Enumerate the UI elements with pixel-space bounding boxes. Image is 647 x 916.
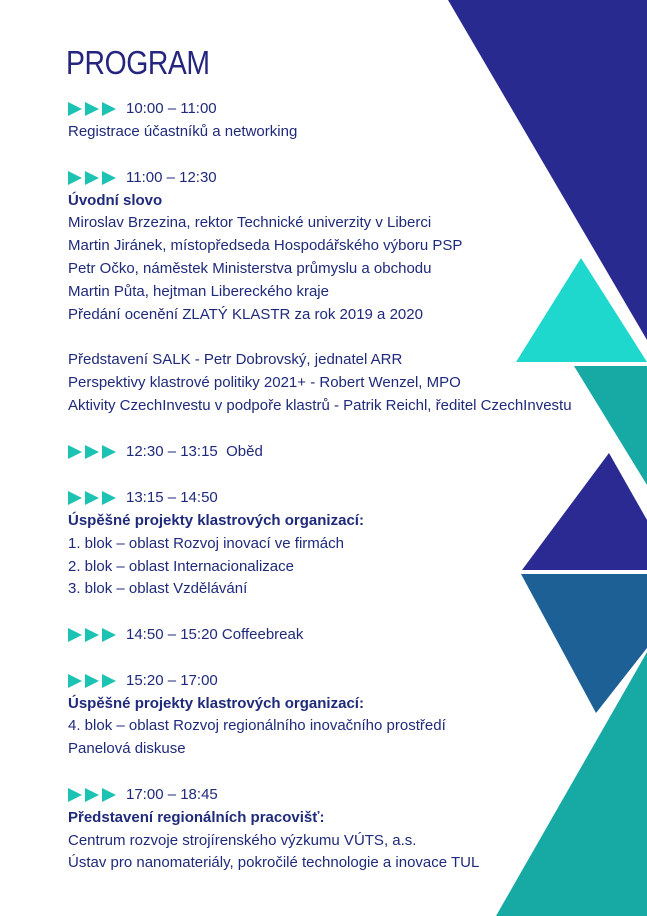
session-2-time-row [68,169,217,187]
session-2-line-8: Aktivity CzechInvestu v podpoře klastrů - Patrik Reichl, ředitel CzechInvestu [68,397,572,414]
triple-arrow-icon [68,171,116,185]
navy-triangle-lower [522,453,647,570]
session-2-line-1: Miroslav Brzezina, rektor Technické univerzity v Liberci [68,214,432,231]
session-4-time-row [68,489,218,507]
triple-arrow-icon [68,445,116,459]
session-2-line-4: Martin Půta, hejtman Libereckého kraje [68,283,329,300]
session-1-time: 10:00 – 11:00 [126,100,217,117]
session-7-line-2: Ústav pro nanomateriály, pokročilé technologie a inovace TUL [68,854,480,871]
session-2-line-5: Předání ocenění ZLATÝ KLASTR za rok 2019 a 2020 [68,306,423,323]
page-title: PROGRAM [66,44,210,81]
session-5-time-row [68,626,303,644]
session-7-time: 17:00 – 18:45 [126,786,218,803]
session-2-heading: Úvodní slovo [68,192,163,209]
session-3-time-row [68,443,263,461]
session-4-line-1: 1. blok – oblast Rozvoj inovací ve firmách [68,535,344,552]
triple-arrow-icon [68,628,116,642]
session-7-heading: Představení regionálních pracovišť: [68,809,325,826]
session-6-line-2: Panelová diskuse [68,740,186,757]
session-6-heading: Úspěšné projekty klastrových organizací: [68,695,364,712]
session-4-heading: Úspěšné projekty klastrových organizací: [68,512,364,529]
session-1-line-1: Registrace účastníků a networking [68,123,298,140]
session-7-time-row [68,786,218,804]
session-2-line-2: Martin Jiránek, místopředseda Hospodářského výboru PSP [68,237,463,254]
session-6-line-1: 4. blok – oblast Rozvoj regionálního inovačního prostředí [68,717,446,734]
session-2-line-3: Petr Očko, náměstek Ministerstva průmyslu a obchodu [68,260,432,277]
session-7-line-1: Centrum rozvoje strojírenského výzkumu VÚTS, a.s. [68,832,417,849]
session-2-line-7: Perspektivy klastrové politiky 2021+ - Robert Wenzel, MPO [68,374,461,391]
session-6-time-row [68,672,218,690]
session-1-time-row [68,100,217,118]
session-4-line-3: 3. blok – oblast Vzdělávání [68,580,248,597]
session-6-time: 15:20 – 17:00 [126,672,218,689]
session-4-time: 13:15 – 14:50 [126,489,218,506]
session-3-time: 12:30 – 13:15 Oběd [126,443,263,460]
triple-arrow-icon [68,102,116,116]
teal-triangle-bottom [496,652,647,916]
triple-arrow-icon [68,491,116,505]
session-5-time: 14:50 – 15:20 Coffeebreak [126,626,304,643]
navy-triangle-top [448,0,647,340]
triple-arrow-icon [68,788,116,802]
triple-arrow-icon [68,674,116,688]
session-2-line-6: Představení SALK - Petr Dobrovský, jednatel ARR [68,351,403,368]
session-4-line-2: 2. blok – oblast Internacionalizace [68,558,294,575]
session-2-time: 11:00 – 12:30 [126,169,217,186]
